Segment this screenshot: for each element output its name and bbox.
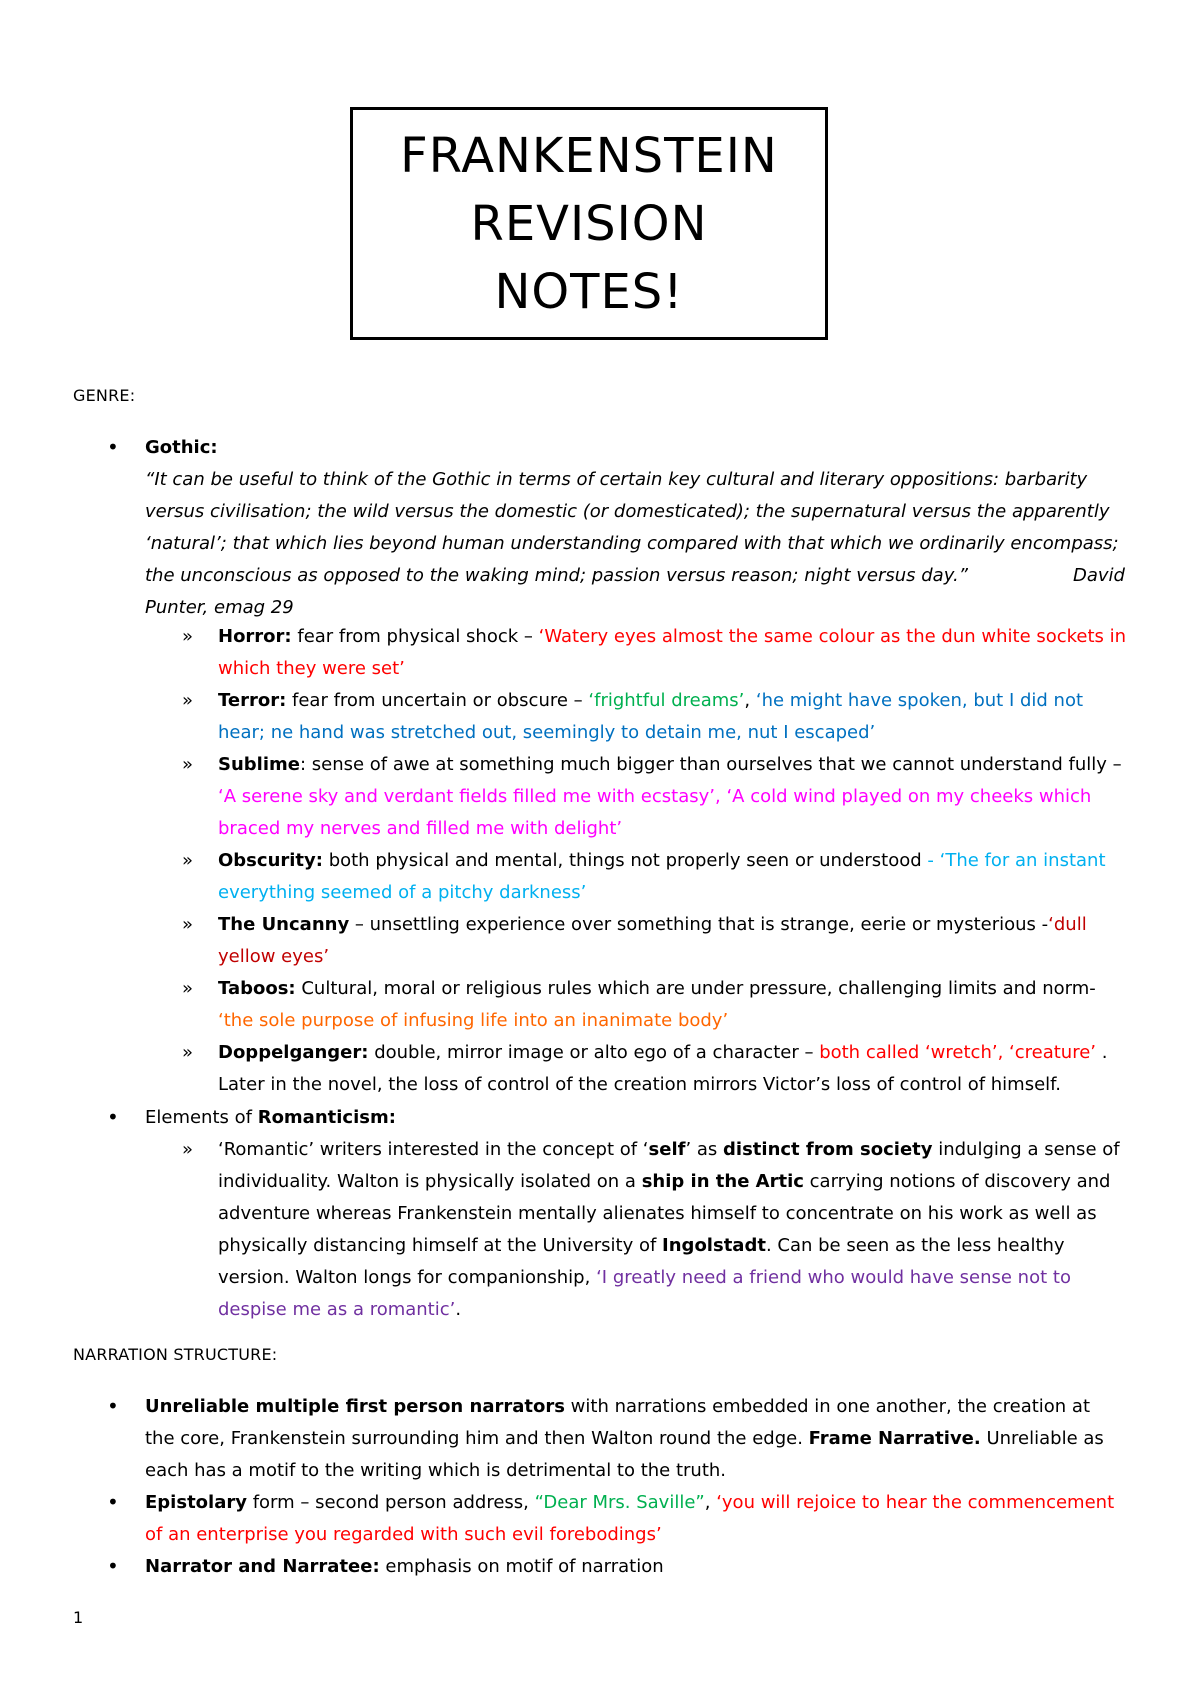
narration-b1-text2: Unreliable as each has a motif to the writing which is detrimental to the truth.: [145, 1428, 1104, 1481]
obscurity-quote: - ‘The for an instant everything seemed of a pitchy darkness’: [218, 850, 1106, 903]
epistolary-term: Epistolary: [145, 1492, 247, 1513]
romanticism-p5: . Can be seen as the less healthy version. Walton longs for companionship,: [218, 1235, 1065, 1288]
horror-desc: fear from physical shock –: [291, 626, 539, 647]
taboos-item: [218, 973, 1128, 1037]
narrator-narratee-term: Narrator and Narratee:: [145, 1556, 380, 1577]
rejoice-quote: ‘you will rejoice to hear the commencement of an enterprise you regarded with such evil forebodings’: [145, 1492, 1115, 1545]
narration-b3-text: emphasis on motif of narration: [379, 1556, 664, 1577]
title-line-3: NOTES!: [494, 264, 684, 320]
sublime-desc: : sense of awe at something much bigger than ourselves that we cannot understand fully –: [299, 754, 1122, 775]
narration-bullet-2: [145, 1487, 1130, 1551]
romanticism-distinct: distinct from society: [723, 1139, 933, 1160]
horror-quote: ‘Watery eyes almost the same colour as the dun white sockets in which they were set’: [218, 626, 1127, 679]
page-number: 1: [73, 1608, 84, 1627]
sublime-item: [218, 749, 1128, 845]
arrow-icon: »: [182, 850, 194, 871]
terror-quote-2: ‘he might have spoken, but I did not hear; ne hand was stretched out, seemingly to detain me, nut I escaped’: [218, 690, 1084, 743]
taboos-desc: Cultural, moral or religious rules which are under pressure, challenging limits and norm-: [295, 978, 1096, 999]
gothic-attribution-1: David: [1073, 565, 1125, 586]
romanticism-p2: ’ as: [685, 1139, 724, 1160]
obscurity-desc: both physical and mental, things not properly seen or understood: [322, 850, 928, 871]
romanticism-ingolstadt: Ingolstadt: [662, 1235, 766, 1256]
sublime-quote: ‘A serene sky and verdant fields filled me with ecstasy’, ‘A cold wind played on my cheeks which braced my nerves and filled me with delight’: [218, 786, 1092, 839]
taboos-quote: ‘the sole purpose of infusing life into an inanimate body’: [218, 1010, 729, 1031]
arrow-icon: »: [182, 978, 194, 999]
romanticism-item: [218, 1134, 1128, 1326]
narration-b2-text: form – second person address,: [246, 1492, 535, 1513]
bullet-icon: •: [107, 435, 119, 459]
arrow-icon: »: [182, 690, 194, 711]
romanticism-quote: ‘I greatly need a friend who would have sense not to despise me as a romantic’: [218, 1267, 1071, 1320]
uncanny-term: The Uncanny: [218, 914, 350, 935]
frame-narrative-term: Frame Narrative.: [808, 1428, 981, 1449]
uncanny-item: [218, 909, 1128, 973]
sublime-term: Sublime: [218, 754, 300, 775]
uncanny-desc: – unsettling experience over something that is strange, eerie or mysterious -: [349, 914, 1049, 935]
romanticism-p1: ‘Romantic’ writers interested in the concept of ‘: [218, 1139, 649, 1160]
romanticism-prefix: Elements of: [145, 1107, 258, 1128]
genre-heading: GENRE:: [73, 386, 136, 405]
arrow-icon: »: [182, 626, 194, 647]
narration-b1-text: with narrations embedded in one another, the creation at the core, Frankenstein surrounding him and then Walton round the edge.: [145, 1396, 1091, 1449]
gothic-label: Gothic:: [145, 437, 218, 458]
obscurity-term: Obscurity:: [218, 850, 323, 871]
saville-quote: “Dear Mrs. Saville”: [534, 1492, 705, 1513]
romanticism-p4: carrying notions of discovery and adventure whereas Frankenstein mentally alienates himself to concentrate on his work as well as physically distancing himself at the University of: [218, 1171, 1111, 1256]
arrow-icon: »: [182, 1139, 194, 1160]
terror-sep: ,: [744, 690, 756, 711]
terror-desc: fear from uncertain or obscure –: [286, 690, 589, 711]
doppelganger-quote: both called ‘wretch’, ‘creature’: [819, 1042, 1097, 1063]
terror-quote-1: ‘frightful dreams’: [588, 690, 745, 711]
romanticism-p3: indulging a sense of individuality. Walton is physically isolated on a: [218, 1139, 1120, 1192]
unreliable-narrators-term: Unreliable multiple first person narrators: [145, 1396, 565, 1417]
taboos-term: Taboos:: [218, 978, 296, 999]
arrow-icon: »: [182, 754, 194, 775]
title-line-2: REVISION: [470, 196, 708, 252]
romanticism-self: self: [648, 1139, 686, 1160]
narration-b2-sep: ,: [704, 1492, 717, 1513]
narration-bullet-1: [145, 1391, 1125, 1487]
gothic-quote-text: “It can be useful to think of the Gothic in terms of certain key cultural and literary oppositions: barbarity versus civilisation; the wild versus the domestic (or domesticated); the supernatural versus the apparently ‘natural’; that which lies beyond human understanding compared with that which we ordinarily encompass; the unconscious as opposed to the waking mind; passion versus reason; night versus day.”: [145, 469, 1119, 586]
doppelganger-tail: . Later in the novel, the loss of control of the creation mirrors Victor’s loss of control of himself.: [218, 1042, 1108, 1095]
obscurity-item: [218, 845, 1128, 909]
romanticism-ship: ship in the Artic: [641, 1171, 804, 1192]
bullet-icon: •: [107, 1105, 119, 1129]
narration-bullet-3: [145, 1551, 1125, 1583]
doppelganger-desc: double, mirror image or alto ego of a character –: [368, 1042, 820, 1063]
horror-item: [218, 621, 1128, 685]
title-box: [350, 107, 828, 340]
title-line-1: FRANKENSTEIN: [400, 128, 778, 184]
gothic-attribution-2: Punter, emag 29: [145, 597, 294, 618]
romanticism-end: .: [455, 1299, 462, 1320]
romanticism-label: Romanticism:: [257, 1107, 396, 1128]
bullet-icon: •: [107, 1554, 119, 1578]
gothic-block: [145, 432, 1125, 624]
doppelganger-item: [218, 1037, 1128, 1101]
horror-term: Horror:: [218, 626, 292, 647]
terror-term: Terror:: [218, 690, 287, 711]
bullet-icon: •: [107, 1394, 119, 1418]
doppelganger-term: Doppelganger:: [218, 1042, 369, 1063]
gothic-quote: [145, 464, 1125, 592]
terror-item: [218, 685, 1128, 749]
romanticism-heading: [145, 1102, 1125, 1134]
uncanny-quote: ‘dull yellow eyes’: [218, 914, 1087, 967]
arrow-icon: »: [182, 914, 194, 935]
narration-heading: NARRATION STRUCTURE:: [73, 1345, 278, 1364]
bullet-icon: •: [107, 1490, 119, 1514]
arrow-icon: »: [182, 1042, 194, 1063]
